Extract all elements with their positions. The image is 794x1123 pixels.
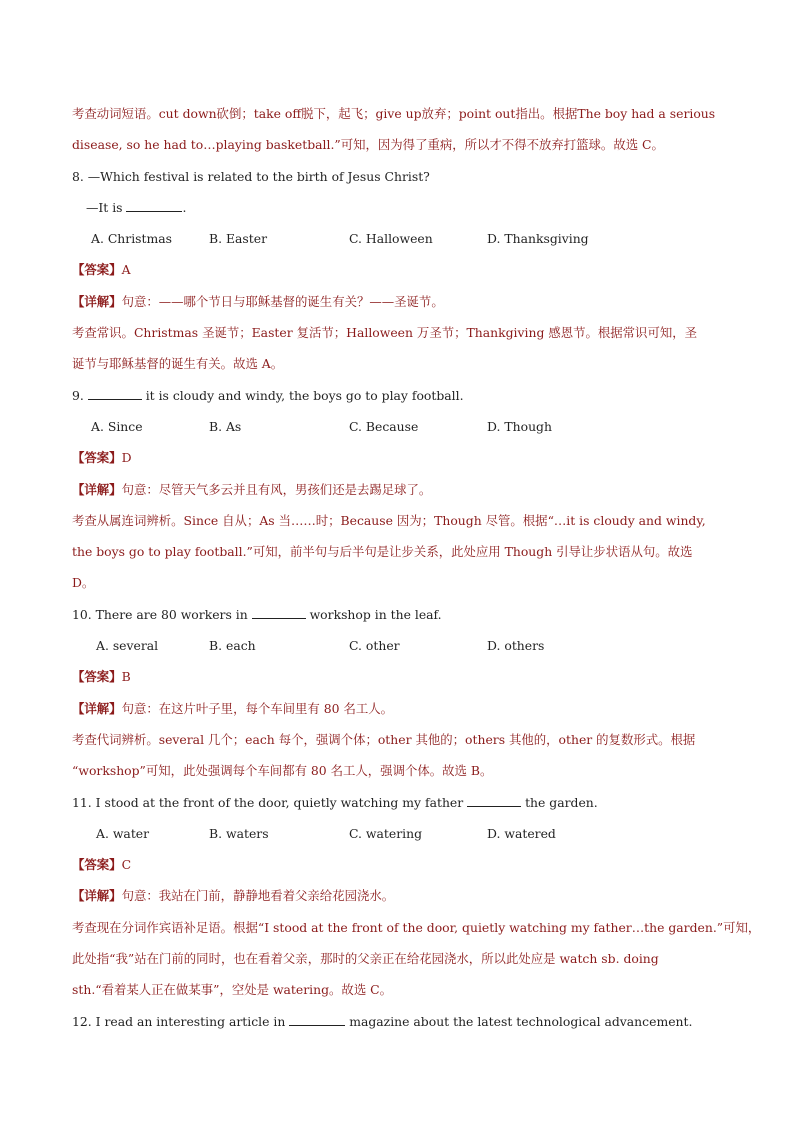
question-11-explain: 考查现在分词作宾语补足语。根据“I stood at the front of the door, quietly watching my father…the garden.”可知， — [72, 919, 761, 935]
option-d: D. watered — [487, 825, 556, 841]
option-b: B. each — [209, 638, 256, 654]
question-8-explain: 诞节与耶稣基督的诞生有关。故选 A。 — [72, 356, 284, 372]
question-9-answer: 【答案】D — [72, 450, 132, 466]
option-b: B. waters — [209, 825, 269, 841]
question-10-explain: “workshop”可知，此处强调每个车间都有 80 名工人，强调个体。故选 B。 — [72, 763, 493, 779]
question-10-answer: 【答案】B — [72, 669, 131, 685]
question-11-options — [72, 818, 724, 849]
question-11-stem: 11. I stood at the front of the door, quietly watching my father the garden. — [72, 794, 598, 810]
answer-blank — [289, 1015, 345, 1026]
option-a: A. Since — [91, 418, 143, 434]
option-c: C. Because — [349, 418, 419, 434]
option-a: A. water — [96, 825, 150, 841]
explanation-line: disease, so he had to…playing basketball.”可知，因为得了重病，所以才不得不放弃打篮球。故选 C。 — [72, 137, 664, 153]
answer-blank — [126, 201, 182, 212]
option-c: C. other — [349, 638, 400, 654]
question-9-detail: 【详解】句意：尽管天气多云并且有风，男孩们还是去踢足球了。 — [72, 481, 432, 497]
option-d: D. others — [487, 638, 545, 654]
option-d: D. Though — [487, 418, 552, 434]
answer-blank — [88, 389, 142, 400]
document-page — [72, 98, 761, 1037]
question-12-stem: 12. I read an interesting article in magazine about the latest technological advancement. — [72, 1013, 693, 1029]
answer-blank — [252, 608, 306, 619]
question-8-options — [72, 223, 724, 254]
question-8-detail: 【详解】句意：——哪个节日与耶稣基督的诞生有关？——圣诞节。 — [72, 293, 444, 309]
question-8-explain: 考查常识。Christmas 圣诞节；Easter 复活节；Halloween 万圣节；Thankgiving 感恩节。根据常识可知，圣 — [72, 325, 698, 341]
option-c: C. Halloween — [349, 231, 433, 247]
question-8-answer: 【答案】A — [72, 262, 131, 278]
question-8-stem: 8. —Which festival is related to the birth of Jesus Christ? — [72, 168, 430, 184]
question-11-explain: sth.“看着某人正在做某事”，空处是 watering。故选 C。 — [72, 982, 393, 998]
question-9-options — [72, 411, 724, 442]
question-11-answer: 【答案】C — [72, 857, 132, 873]
option-a: A. Christmas — [91, 231, 173, 247]
option-b: B. As — [209, 418, 242, 434]
question-10-stem: 10. There are 80 workers in workshop in the leaf. — [72, 606, 442, 622]
option-b: B. Easter — [209, 231, 268, 247]
question-9-explain: D。 — [72, 575, 95, 591]
question-10-detail: 【详解】句意：在这片叶子里，每个车间里有 80 名工人。 — [72, 700, 394, 716]
answer-blank — [467, 796, 521, 807]
question-9-explain: 考查从属连词辨析。Since 自从；As 当……时；Because 因为；Though 尽管。根据“…it is cloudy and windy, — [72, 512, 706, 528]
question-10-explain: 考查代词辨析。several 几个；each 每个，强调个体；other 其他的；others 其他的，other 的复数形式。根据 — [72, 731, 696, 747]
option-c: C. watering — [349, 825, 423, 841]
option-d: D. Thanksgiving — [487, 231, 589, 247]
explanation-line: 考查动词短语。cut down砍倒；take off脱下，起飞；give up放弃；point out指出。根据The boy had a serious — [72, 106, 716, 121]
question-9-stem: 9. it is cloudy and windy, the boys go to play football. — [72, 387, 464, 403]
question-11-detail: 【详解】句意：我站在门前，静静地看着父亲给花园浇水。 — [72, 888, 395, 904]
option-a: A. several — [96, 638, 159, 654]
question-11-explain: 此处指“我”站在门前的同时，也在看着父亲，那时的父亲正在给花园浇水，所以此处应是 watch sb. doing — [72, 951, 659, 967]
question-8-stem-reply: —It is . — [86, 199, 187, 215]
question-10-options — [72, 630, 724, 661]
question-9-explain: the boys go to play football.”可知，前半句与后半句是让步关系，此处应用 Though 引导让步状语从句。故选 — [72, 544, 693, 560]
